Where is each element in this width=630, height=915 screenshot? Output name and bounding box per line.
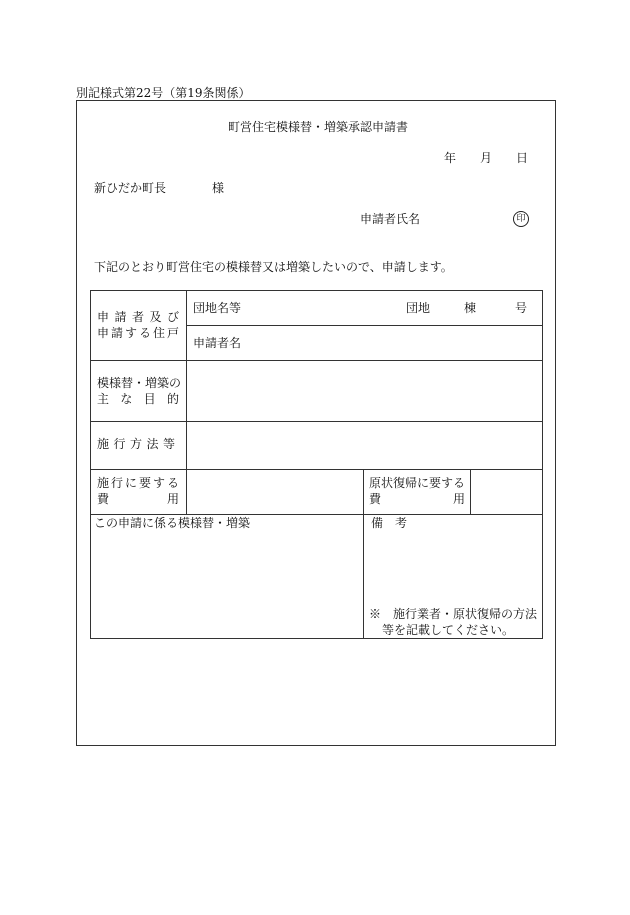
table-line xyxy=(90,514,543,515)
honorific: 様 xyxy=(212,181,225,195)
applicant-name-field-label: 申請者名 xyxy=(193,336,242,350)
restore-cost-label-line1: 原状復帰に要する xyxy=(369,476,466,490)
related-work-label: この申請に係る模様替・増築 xyxy=(94,516,251,530)
remarks-label: 備 考 xyxy=(371,516,408,530)
complex-unit-danchi: 団地 xyxy=(406,301,431,315)
intro-statement: 下記のとおり町営住宅の模様替又は増築したいので、申請します。 xyxy=(94,260,453,274)
table-line xyxy=(186,290,187,514)
complex-unit-to: 棟 xyxy=(464,301,477,315)
applicant-dwelling-label-line1: 申請者及び xyxy=(97,310,179,324)
addressee: 新ひだか町長 xyxy=(94,181,167,195)
complex-name-label: 団地名等 xyxy=(193,301,242,315)
table-border-bottom xyxy=(90,638,543,639)
date-month-label: 月 xyxy=(480,151,493,165)
table-line xyxy=(363,469,364,639)
cost-label-line2: 費 用 xyxy=(97,492,179,506)
table-line xyxy=(470,469,471,515)
seal-mark: 印 xyxy=(513,211,529,227)
table-border-top xyxy=(90,290,543,291)
table-line xyxy=(90,421,543,422)
applicant-name-label: 申請者氏名 xyxy=(360,212,421,226)
date-year-label: 年 xyxy=(444,151,457,165)
purpose-label-line2: 主な目的 xyxy=(97,392,179,406)
applicant-dwelling-label-line2: 申請する住戸 xyxy=(97,326,179,340)
table-line xyxy=(186,325,543,326)
restore-cost-label-line2: 費 用 xyxy=(369,492,465,506)
document-title: 町営住宅模様替・増築承認申請書 xyxy=(228,120,409,134)
table-line xyxy=(90,469,543,470)
table-border-left xyxy=(90,290,91,639)
application-table xyxy=(90,290,543,639)
table-border-right xyxy=(542,290,543,639)
note-line2: 等を記載してください。 xyxy=(382,623,515,637)
cost-label-line1: 施行に要する xyxy=(97,476,179,490)
table-line xyxy=(90,360,543,361)
purpose-label-line1: 模様替・増築の xyxy=(97,376,182,390)
method-label: 施行方法等 xyxy=(97,437,175,451)
form-number-label: 別記様式第22号（第19条関係） xyxy=(76,86,251,100)
note-line1: ※ 施行業者・原状復帰の方法 xyxy=(369,607,538,621)
complex-unit-go: 号 xyxy=(515,301,528,315)
date-day-label: 日 xyxy=(516,151,529,165)
